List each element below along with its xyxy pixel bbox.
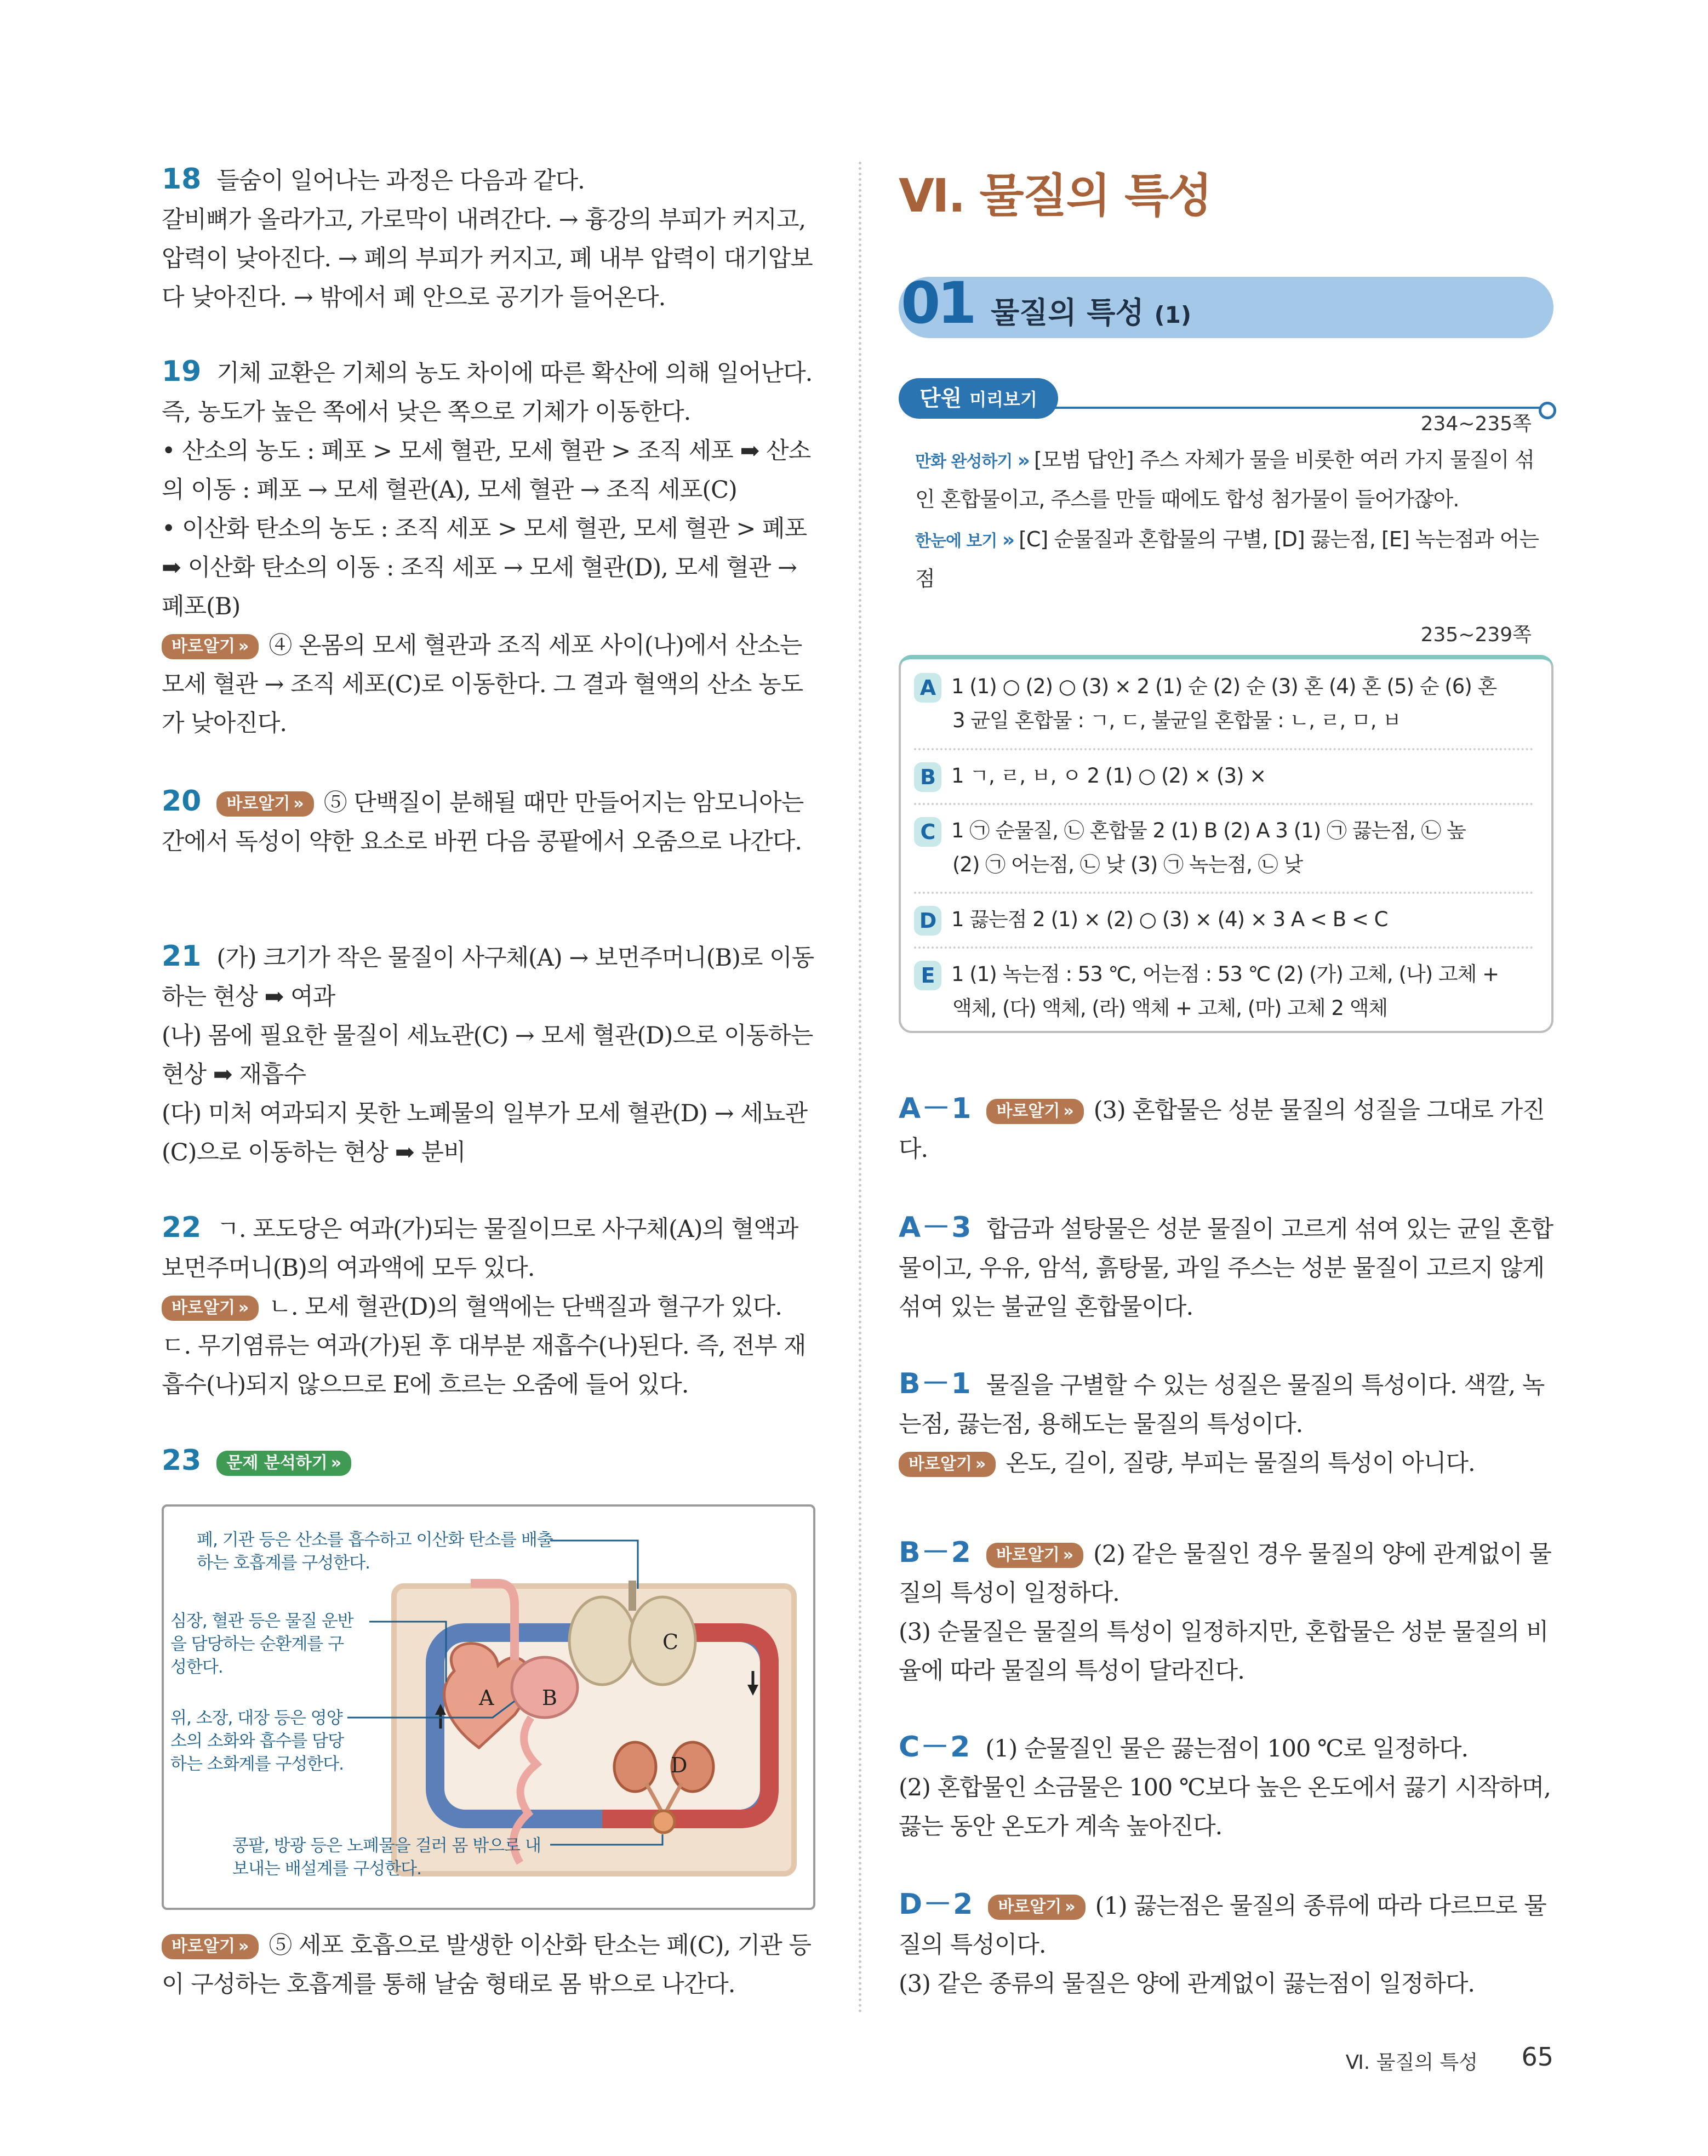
line-da: (다) 미처 여과되지 못한 노폐물의 일부가 모세 혈관(D) → 세뇨관(C)으로 이동하는 현상 ➡ 분비 xyxy=(162,1100,807,1166)
chapter-number: 01 xyxy=(901,270,974,336)
bullet-oxygen: • 산소의 농도 : 폐포 > 모세 혈관, 모세 혈관 > 조직 세포 ➡ 산소의 이동 : 폐포 → 모세 혈관(A), 모세 혈관 → 조직 세포(C) xyxy=(162,437,811,504)
bullet-co2: • 이산화 탄소의 농도 : 조직 세포 > 모세 혈관, 모세 혈관 > 폐포 ➡ 이산화 탄소의 이동 : 조직 세포 → 모세 혈관(D), 모세 혈관 → 폐포(B) xyxy=(162,515,807,620)
explain-a1: A－1 바로알기 » (3) 혼합물은 성분 물질의 성질을 그대로 가진다. xyxy=(899,1092,1545,1163)
question-21 xyxy=(162,937,822,1172)
question-text: ㄱ. 포도당은 여과(가)되는 물질이므로 사구체(A)의 혈액과 보먼주머니(B)의 여과액에 모두 있다. xyxy=(162,1216,798,1282)
line-na: (나) 몸에 필요한 물질이 세뇨관(C) → 모세 혈관(D)으로 이동하는 현상 ➡ 재흡수 xyxy=(162,1022,813,1088)
question-number: 18 xyxy=(162,163,202,196)
barro-tag: 바로알기 » xyxy=(162,1296,259,1321)
separator xyxy=(914,748,1533,750)
label-circulatory: 심장, 혈관 등은 물질 운반을 담당하는 순환계를 구성한다. xyxy=(170,1611,353,1677)
answer-row-a: A 1 (1) ○ (2) ○ (3) × 2 (1) 순 (2) 순 (3) 혼 (4) 혼 (5) 순 (6) 혼 xyxy=(914,670,1533,704)
line-ga: (가) 크기가 작은 물질이 사구체(A) → 보먼주머니(B)로 이동하는 현상 ➡ 여과 xyxy=(162,944,814,1011)
unit-title xyxy=(899,159,1211,225)
hannune-label: 한눈에 보기 » xyxy=(915,529,1015,551)
barro-tag: 바로알기 » xyxy=(216,791,313,817)
manhwa-block: 만화 완성하기 » [모범 답안] 주스 자체가 물을 비롯한 여러 가지 물질이 섞인 혼합물이고, 주스를 만들 때에도 합성 첨가물이 들어가잖아. xyxy=(915,448,1534,511)
organ-label-d: D xyxy=(671,1753,688,1777)
analysis-tag: 문제 분석하기 » xyxy=(216,1451,351,1476)
question-23 xyxy=(162,1441,822,1482)
barro-tag: 바로알기 » xyxy=(986,1543,1083,1568)
explain-d2: D－2 바로알기 » (1) 끓는점은 물질의 종류에 따라 다르므로 물질의 특성이다. (3) 같은 종류의 물질은 양에 관계없이 끓는점이 일정하다. xyxy=(899,1888,1546,1998)
barro-tag: 바로알기 » xyxy=(162,1934,259,1959)
question-number: 20 xyxy=(162,785,202,818)
answer-row-e: E 1 (1) 녹는점 : 53 ℃, 어는점 : 53 ℃ (2) (가) 고체, (나) 고체 + xyxy=(914,957,1533,991)
tag-text: ⑤ 세포 호흡으로 발생한 이산화 탄소는 폐(C), 기관 등이 구성하는 호흡계를 통해 날숨 형태로 몸 밖으로 나간다. xyxy=(162,1932,812,1998)
label-respiratory: 폐, 기관 등은 산소를 흡수하고 이산화 탄소를 배출하는 호흡계를 구성한다. xyxy=(197,1530,553,1573)
question-number: 23 xyxy=(162,1444,202,1477)
explain-b2: B－2 바로알기 » (2) 같은 물질인 경우 물질의 양에 관계없이 물질의 특성이 일정하다. (3) 순물질은 물질의 특성이 일정하지만, 혼합물은 성분 물질의 비율에 따라 물질의 특성이 달라진다. xyxy=(899,1536,1551,1685)
organ-label-a: A xyxy=(479,1686,494,1710)
explain-key: A－1 xyxy=(899,1092,973,1125)
answer-row-c-2: (2) ㉠ 어는점, ㉡ 낮 (3) ㉠ 녹는점, ㉡ 낮 xyxy=(952,853,1303,876)
explain-c2: C－2 (1) 순물질인 물은 끓는점이 100 ℃로 일정하다. (2) 혼합물인 소금물은 100 ℃보다 높은 온도에서 끓기 시작하며, 끓는 동안 온도가 계속 높아진다. xyxy=(899,1731,1551,1840)
question-body: 갈비뼈가 올라가고, 가로막이 내려간다. → 흉강의 부피가 커지고, 압력이 낮아진다. → 폐의 부피가 커지고, 폐 내부 압력이 대기압보다 낮아진다. → 밖에서 폐 안으로 공기가 들어온다. xyxy=(162,206,813,311)
barro-tag: 바로알기 » xyxy=(899,1452,996,1477)
preview-pill: 단원 미리보기 xyxy=(899,378,1058,419)
page-number: 65 xyxy=(1521,2042,1553,2072)
answer-row-a-2: 3 균일 혼합물 : ㄱ, ㄷ, 불균일 혼합물 : ㄴ, ㄹ, ㅁ, ㅂ xyxy=(952,709,1402,732)
unit-roman: Ⅵ. xyxy=(899,169,965,223)
organ-label-b: B xyxy=(542,1686,557,1710)
body-systems-diagram xyxy=(162,1504,815,1910)
question-text: 들숨이 일어나는 과정은 다음과 같다. xyxy=(216,167,585,195)
separator xyxy=(914,803,1533,805)
hannune-block: 한눈에 보기 » [C] 순물질과 혼합물의 구별, [D] 끓는점, [E] 녹는점과 어는점 xyxy=(915,527,1539,591)
question-23-answer xyxy=(162,1926,822,2004)
question-text: ⑤ 단백질이 분해될 때만 만들어지는 암모니아는 간에서 독성이 약한 요소로 바뀐 다음 콩팥에서 오줌으로 나간다. xyxy=(162,789,804,855)
answer-box-accent xyxy=(899,655,1553,668)
barro-tag: 바로알기 » xyxy=(986,1099,1083,1124)
label-digestive: 위, 소장, 대장 등은 영양소의 소화와 흡수를 담당하는 소화계를 구성한다. xyxy=(170,1708,344,1774)
footer-section: Ⅵ. 물질의 특성 xyxy=(1345,2051,1478,2074)
question-text: 기체 교환은 기체의 농도 차이에 따른 확산에 의해 일어난다. 즉, 농도가 높은 쪽에서 낮은 쪽으로 기체가 이동한다. xyxy=(162,360,813,426)
barro-tag: 바로알기 » xyxy=(162,634,259,659)
chapter-title: 물질의 특성 (1) xyxy=(991,295,1192,330)
answer-row-c: C 1 ㉠ 순물질, ㉡ 혼합물 2 (1) B (2) A 3 (1) ㉠ 끓는점, ㉡ 높 xyxy=(914,814,1533,848)
separator xyxy=(914,892,1533,894)
unit-title-text: 물질의 특성 xyxy=(979,169,1212,223)
question-19 xyxy=(162,352,822,743)
organ-label-c: C xyxy=(662,1630,679,1654)
answer-row-d: D 1 끓는점 2 (1) × (2) ○ (3) × (4) × 3 A < B < C xyxy=(914,903,1533,937)
question-text-2: ㄷ. 무기염류는 여과(가)된 후 대부분 재흡수(나)된다. 즉, 전부 재흡수(나)되지 않으므로 E에 흐르는 오줌에 들어 있다. xyxy=(162,1332,806,1399)
explain-key: C－2 xyxy=(899,1731,972,1764)
explain-b1: B－1 물질을 구별할 수 있는 성질은 물질의 특성이다. 색깔, 녹는점, 끓는점, 용해도는 물질의 특성이다. 바로알기 » 온도, 길이, 질량, 부피는 물질의 특성이 아니다. xyxy=(899,1367,1545,1477)
explain-key: D－2 xyxy=(899,1888,974,1921)
explain-key: A－3 xyxy=(899,1211,973,1244)
separator xyxy=(914,946,1533,949)
tag-text: ④ 온몸의 모세 혈관과 조직 세포 사이(나)에서 산소는 모세 혈관 → 조직 세포(C)로 이동한다. 그 결과 혈액의 산소 농도가 낮아진다. xyxy=(162,632,803,737)
page-ref-1: 234~235쪽 xyxy=(1420,413,1532,435)
manhwa-label: 만화 완성하기 » xyxy=(915,449,1030,472)
question-number: 21 xyxy=(162,940,202,973)
label-excretory: 콩팥, 방광 등은 노폐물을 걸러 몸 밖으로 내보내는 배설계를 구성한다. xyxy=(232,1836,541,1879)
question-number: 22 xyxy=(162,1211,202,1244)
explain-a3: A－3 합금과 설탕물은 성분 물질이 고르게 섞여 있는 균일 혼합물이고, 우유, 암석, 흙탕물, 과일 주스는 성분 물질이 고르지 않게 섞여 있는 불균일 혼합물이다. xyxy=(899,1211,1553,1321)
preview-dot xyxy=(1539,402,1556,419)
column-divider xyxy=(859,162,861,2014)
tag-text: ㄴ. 모세 혈관(D)의 혈액에는 단백질과 혈구가 있다. xyxy=(269,1293,782,1321)
answer-row-b: B 1 ㄱ, ㄹ, ㅂ, ㅇ 2 (1) ○ (2) × (3) × xyxy=(914,759,1533,793)
question-20 xyxy=(162,782,822,862)
question-number: 19 xyxy=(162,355,202,388)
explain-key: B－1 xyxy=(899,1367,972,1400)
question-22 xyxy=(162,1208,822,1405)
answer-row-e-2: 액체, (다) 액체, (라) 액체 + 고체, (마) 고체 2 액체 xyxy=(952,996,1388,1020)
barro-tag: 바로알기 » xyxy=(988,1895,1085,1920)
explain-key: B－2 xyxy=(899,1536,972,1569)
page-ref-2: 235~239쪽 xyxy=(1420,624,1532,646)
question-18 xyxy=(162,160,822,317)
